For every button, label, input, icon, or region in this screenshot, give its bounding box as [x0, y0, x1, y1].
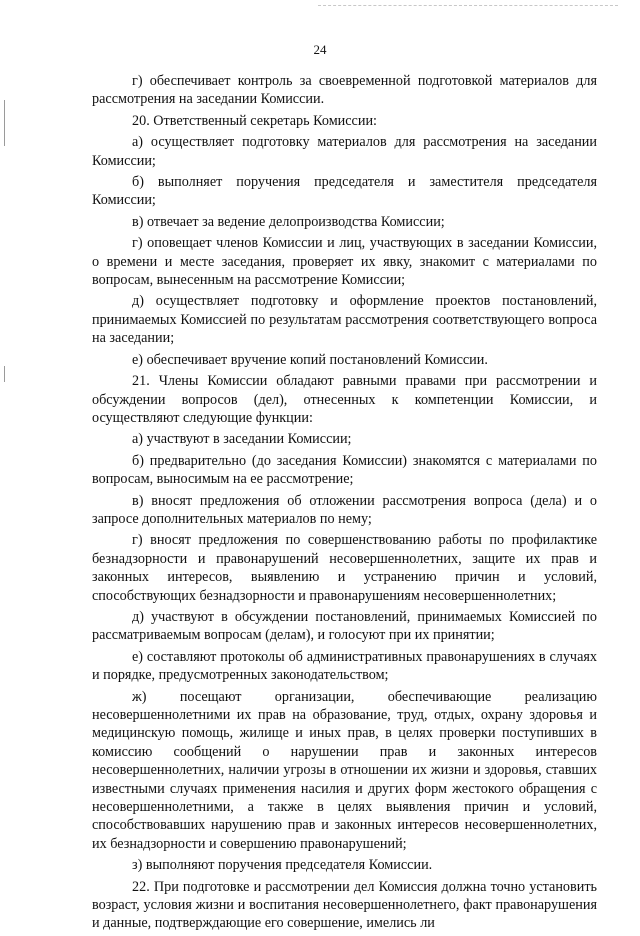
paragraph-21: 21. Члены Комиссии обладают равными правами при рассмотрении и обсуждении вопросов (дел), отнесенных к компетенции Комиссии, и осуществляют следующие функции:	[92, 373, 597, 426]
scan-mark-left	[4, 100, 5, 146]
paragraph-20b: б) выполняет поручения председателя и заместителя председателя Комиссии;	[92, 174, 597, 209]
paragraph-21b: б) предварительно (до заседания Комиссии) знакомятся с материалами по вопросам, выносимым на ее рассмотрение;	[92, 452, 597, 488]
paragraph-20e: е) обеспечивает вручение копий постановлений Комиссии.	[132, 351, 488, 368]
paragraph-20: 20. Ответственный секретарь Комиссии:	[132, 112, 377, 129]
scan-mark-left-2	[4, 366, 5, 382]
paragraph-22: 22. При подготовке и рассмотрении дел Комиссия должна точно установить возраст, условия жизни и воспитания несовершеннолетнего, факт правонарушения и данные, подтверждающие его совершение, имелись ли	[92, 878, 597, 932]
paragraph-21z: з) выполняют поручения председателя Комиссии.	[132, 857, 433, 874]
page-number: 24	[313, 42, 327, 57]
paragraph-21v: в) вносят предложения об отложении рассмотрения вопроса (дела) и о запросе дополнительных материалов по нему;	[92, 492, 597, 527]
scan-artifact-top	[318, 5, 618, 8]
paragraph-20v: в) отвечает за ведение делопроизводства Комиссии;	[132, 213, 445, 230]
paragraph-20d: д) осуществляет подготовку и оформление проектов постановлений, принимаемых Комиссией по результатам рассмотрения соответствующего вопроса на заседании;	[92, 293, 597, 347]
paragraph-21d: д) участвуют в обсуждении постановлений, принимаемых Комиссией по рассматриваемым вопросам (делам), и голосуют при их принятии;	[92, 608, 597, 644]
paragraph-21e: е) составляют протоколы об административных правонарушениях в случаях и порядке, предусмотренных законодательством;	[92, 648, 597, 684]
document-body	[92, 72, 597, 936]
paragraph-20g: г) оповещает членов Комиссии и лиц, участвующих в заседании Комиссии, о времени и месте заседания, проверяет их явку, знакомит с материалами по вопросам, вынесенным на рассмотрение Комиссии;	[92, 235, 597, 289]
paragraph-21zh: ж) посещают организации, обеспечивающие реализацию несовершеннолетними их прав на образование, труд, отдых, охрану здоровья и медицинскую помощь, жилище и иных прав, в целях проверки поступивших в комиссию сообщений о нарушении прав и законных интересов несовершеннолетних, наличии угрозы в отношении их жизни и здоровья, ставших известными случаях применения насилия и других форм жестокого обращения с несовершеннолетними, а также в целях выявления причин и условий, способствовавших нарушению прав и законных интересов несовершеннолетних, их безнадзорности и совершению правонарушений;	[92, 688, 597, 852]
paragraph-21a: а) участвуют в заседании Комиссии;	[132, 431, 352, 448]
paragraph-20a: а) осуществляет подготовку материалов для рассмотрения на заседании Комиссии;	[92, 134, 597, 169]
paragraph-19g: г) обеспечивает контроль за своевременной подготовкой материалов для рассмотрения на заседании Комиссии.	[92, 73, 597, 108]
paragraph-21g: г) вносят предложения по совершенствованию работы по профилактике безнадзорности и правонарушений несовершеннолетних, защите их прав и законных интересов, выявлению и устранению причин и условий, способствующих безнадзорности и правонарушениям несовершеннолетних;	[92, 532, 597, 604]
